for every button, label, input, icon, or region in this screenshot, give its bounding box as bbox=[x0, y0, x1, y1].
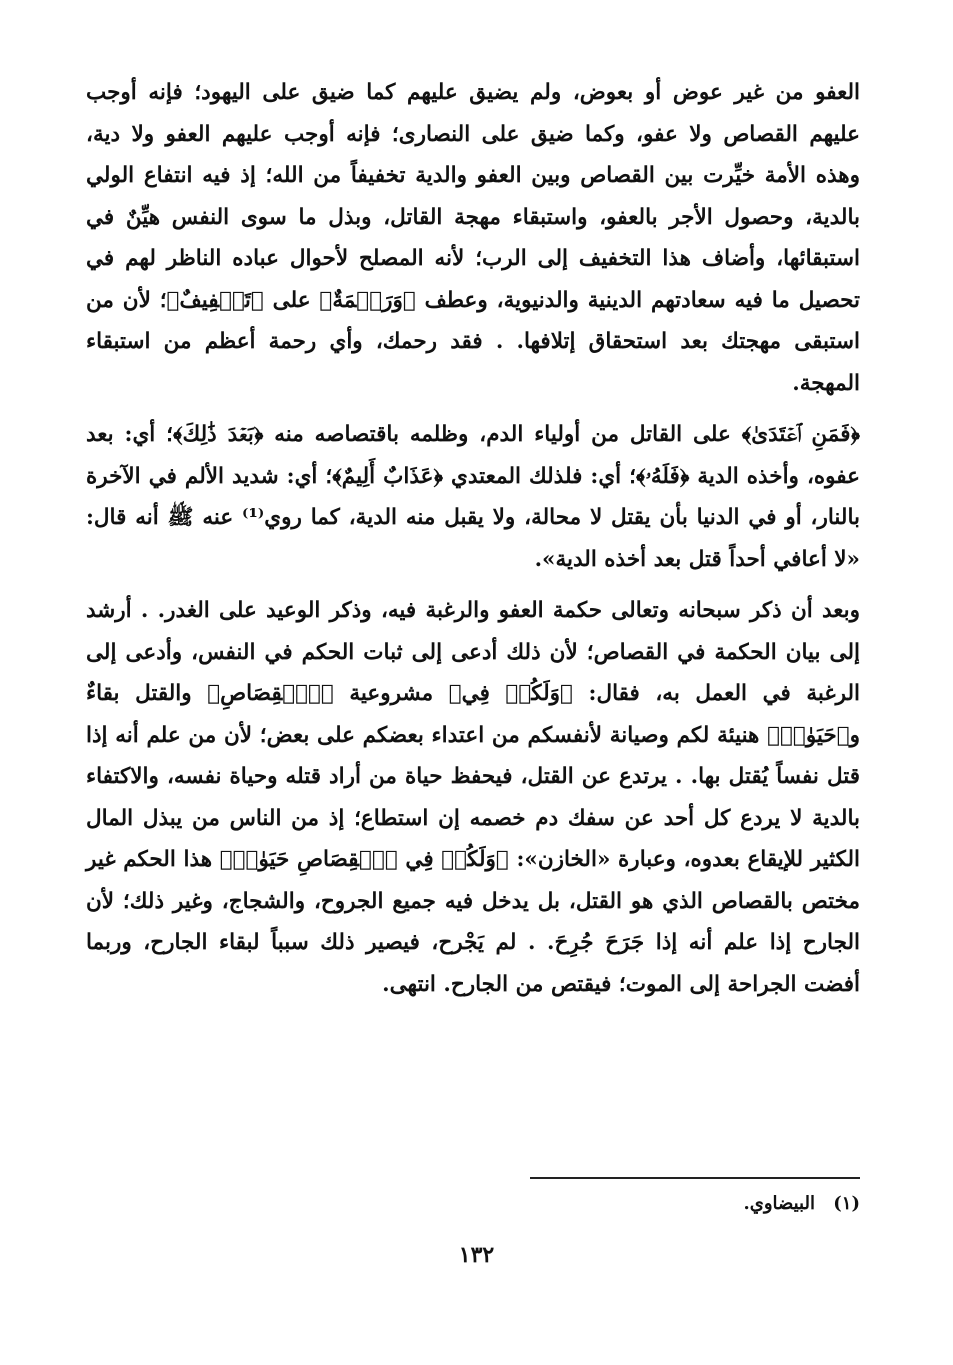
footnote bbox=[743, 1190, 860, 1218]
page-body bbox=[86, 72, 860, 1005]
footnote-text: البيضاوي. bbox=[743, 1193, 815, 1214]
body-paragraph-1: العفو من غير عوض أو بعوض، ولم يضيق عليهم كما ضيق على اليهود؛ فإنه أوجب عليهم القصاص ولا عفو، وكما ضيق على النصارى؛ فإنه أوجب عليهم العفو ولا دية، وهذه الأمة خيِّرت بين القصاص وبين العفو والدية تخفيفاً من الله؛ إذ فيه انتفاع الولي بالدية، وحصول الأجر بالعفو، واستبقاء مهجة القاتل، وبذل ما سوى النفس هيِّنٌ في استبقائها، وأضاف هذا التخفيف إلى الرب؛ لأنه المصلح لأحوال عباده الناظر لهم في تحصيل ما فيه سعادتهم الدينية والدنيوية، وعطف ﴿وَرَحۡمَةٌ﴾ على ﴿تَخۡفِيفٌ﴾؛ لأن من استبقى مهجتك بعد استحقاق إتلافها. . فقد رحمك، وأي رحمة أعظم من استبقاء المهجة. bbox=[86, 80, 860, 396]
body-paragraph-3: وبعد أن ذكر سبحانه وتعالى حكمة العفو والرغبة فيه، وذكر الوعيد على الغدر. . أرشد إلى بيان الحكمة في القصاص؛ لأن ذلك أدعى إلى ثبات الحكم في النفس، وأدعى إلى الرغبة في العمل به، فقال: ﴿وَلَكُمۡ فِي﴾ مشروعية ﴿ٱلۡقِصَاصِ﴾ والقتل بقاءٌ و﴿حَيَوٰةٞ﴾ هنيئة لكم وصيانة لأنفسكم من اعتداء بعضكم على بعض؛ لأن من علم أنه إذا قتل نفساً يُقتل بها. . يرتدع عن القتل، فيحفظ حياة من أراد قتله وحياة نفسه، والاكتفاء بالدية لا يردع كل أحد عن سفك دم خصمه إن استطاع؛ إذ من الناس من يبذل المال الكثير للإيقاع بعدوه، وعبارة «الخازن»: ﴿وَلَكُمۡ فِي ٱلۡقِصَاصِ حَيَوٰةٞ﴾ هذا الحكم غير مختص بالقصاص الذي هو القتل، بل يدخل فيه جميع الجروح، والشجاج، وغير ذلك؛ لأن الجارح إذا علم أنه إذا جَرَحَ جُرِحَ. . لم يَجْرح، فيصير ذلك سبباً لبقاء الجارح، وربما أفضت الجراحة إلى الموت؛ فيقتص من الجارح. انتهى. bbox=[86, 598, 860, 997]
body-paragraph-2: ﴿فَمَنِ ٱعۡتَدَىٰ﴾ على القاتل من أولياء الدم، وظلمه باقتصاصه منه ﴿بَعۡدَ ذَٰلِكَ﴾؛ أي: بعد عفوه، وأخذه الدية ﴿فَلَهُۥ﴾؛ أي: فلذلك المعتدي ﴿عَذَابٌ أَلِيمٌ﴾؛ أي: شديد الألم في الآخرة بالنار، أو في الدنيا بأن يقتل لا محالة، ولا يقبل منه الدية، كما روي⁽¹⁾ عنه ﷺ أنه قال: «لا أعافي أحداً قتل بعد أخذه الدية». bbox=[86, 422, 860, 572]
footnote-divider bbox=[530, 1177, 860, 1179]
page-number: ١٣٢ bbox=[458, 1242, 495, 1268]
footnote-number: (١) bbox=[833, 1193, 860, 1214]
